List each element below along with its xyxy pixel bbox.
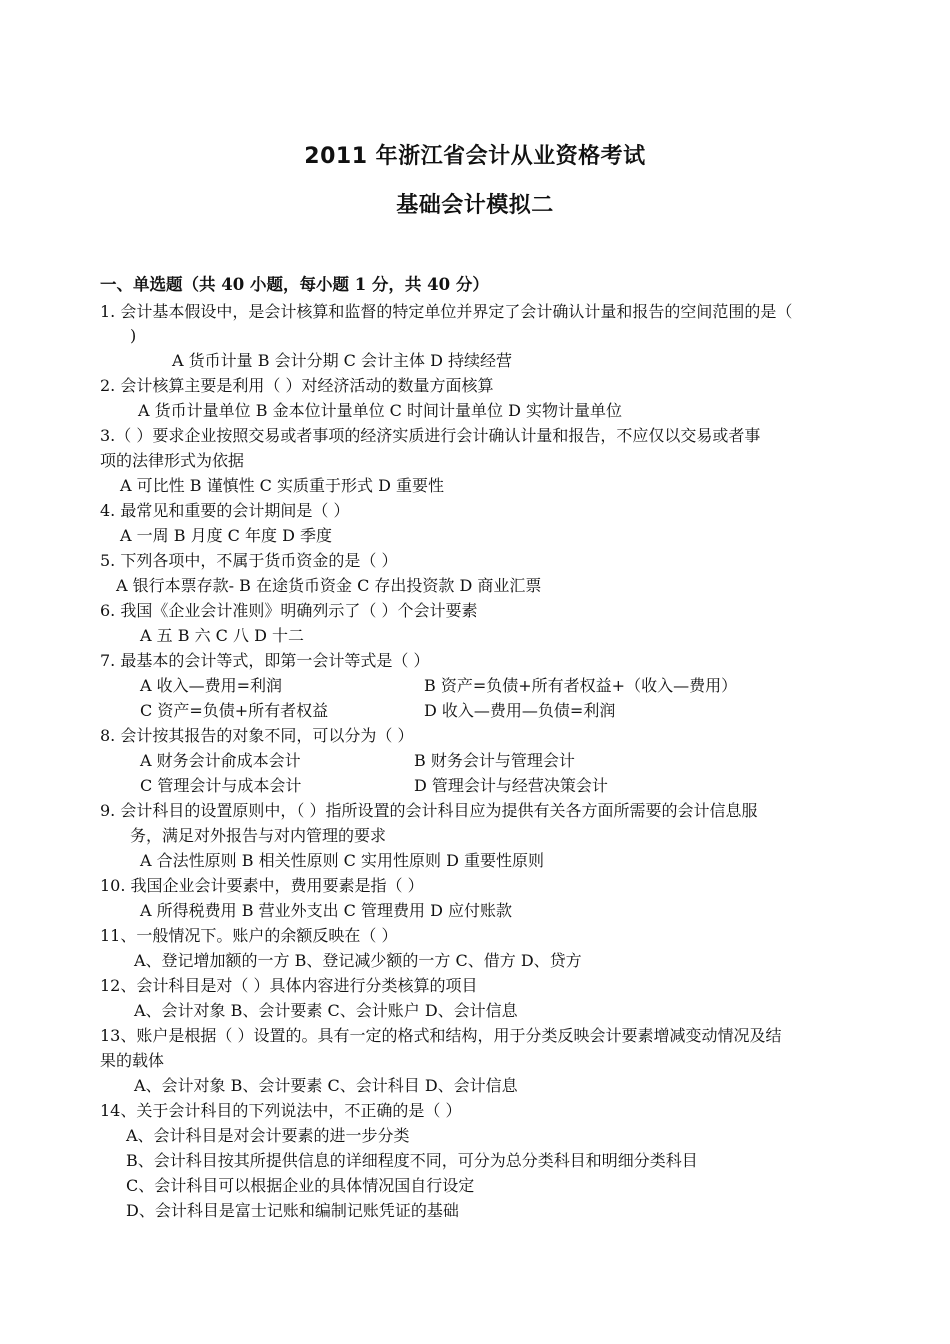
question-7-option-c: C 资产=负债+所有者权益 <box>140 701 329 720</box>
question-5: 5. 下列各项中，不属于货币资金的是（ ） <box>100 551 398 570</box>
question-8-option-c: C 管理会计与成本会计 <box>140 776 302 795</box>
question-3: 3.（ ）要求企业按照交易或者事项的经济实质进行会计确认计量和报告，不应仅以交易或者事 <box>100 426 761 445</box>
question-12-options: A、会计对象 B、会计要素 C、会计账户 D、会计信息 <box>134 1001 518 1020</box>
question-12: 12、会计科目是对（ ）具体内容进行分类核算的项目 <box>100 976 478 995</box>
question-5-options: A 银行本票存款- B 在途货币资金 C 存出投资款 D 商业汇票 <box>116 576 542 595</box>
question-14-option-d: D、会计科目是富士记账和编制记账凭证的基础 <box>126 1201 459 1220</box>
question-7-option-b: B 资产=负债+所有者权益+（收入—费用） <box>424 676 738 695</box>
question-1-continued: ) <box>130 326 137 345</box>
question-1-options: A 货币计量 B 会计分期 C 会计主体 D 持续经营 <box>172 351 512 370</box>
question-13: 13、账户是根据（ ）设置的。具有一定的格式和结构，用于分类反映会计要素增减变动情况及结 <box>100 1026 782 1045</box>
question-11-options: A、登记增加额的一方 B、登记减少额的一方 C、借方 D、贷方 <box>134 951 582 970</box>
section-heading: 一、单选题（共 40 小题，每小题 1 分，共 40 分） <box>100 275 489 294</box>
question-14-option-a: A、会计科目是对会计要素的进一步分类 <box>126 1126 410 1145</box>
question-10: 10. 我国企业会计要素中，费用要素是指（ ） <box>100 876 424 895</box>
question-9-continued: 务，满足对外报告与对内管理的要求 <box>130 826 387 845</box>
question-8-option-b: B 财务会计与管理会计 <box>414 751 575 770</box>
question-3-options: A 可比性 B 谨慎性 C 实质重于形式 D 重要性 <box>120 476 444 495</box>
question-8: 8. 会计按其报告的对象不同，可以分为（ ） <box>100 726 414 745</box>
question-2-options: A 货币计量单位 B 金本位计量单位 C 时间计量单位 D 实物计量单位 <box>138 401 622 420</box>
question-3-continued: 项的法律形式为依据 <box>100 451 245 470</box>
document-subtitle: 基础会计模拟二 <box>396 193 554 218</box>
question-1: 1. 会计基本假设中，是会计核算和监督的特定单位并界定了会计确认计量和报告的空间范围的是（ <box>100 302 793 321</box>
question-2: 2. 会计核算主要是利用（ ）对经济活动的数量方面核算 <box>100 376 494 395</box>
question-9: 9. 会计科目的设置原则中，（ ）指所设置的会计科目应为提供有关各方面所需要的会计信息服 <box>100 801 758 820</box>
question-14-option-b: B、会计科目按其所提供信息的详细程度不同，可分为总分类科目和明细分类科目 <box>126 1151 698 1170</box>
question-6-options: A 五 B 六 C 八 D 十二 <box>140 626 304 645</box>
question-8-option-d: D 管理会计与经营决策会计 <box>414 776 608 795</box>
question-10-options: A 所得税费用 B 营业外支出 C 管理费用 D 应付账款 <box>140 901 512 920</box>
question-13-continued: 果的载体 <box>100 1051 165 1070</box>
question-14: 14、关于会计科目的下列说法中，不正确的是（ ） <box>100 1101 462 1120</box>
question-7-option-d: D 收入—费用—负债=利润 <box>424 701 616 720</box>
question-7-option-a: A 收入—费用=利润 <box>140 676 283 695</box>
question-6: 6. 我国《企业会计准则》明确列示了（ ）个会计要素 <box>100 601 478 620</box>
document-title: 2011 年浙江省会计从业资格考试 <box>304 144 646 169</box>
question-11: 11、一般情况下。账户的余额反映在（ ） <box>100 926 398 945</box>
question-7: 7. 最基本的会计等式，即第一会计等式是（ ） <box>100 651 430 670</box>
question-13-options: A、会计对象 B、会计要素 C、会计科目 D、会计信息 <box>134 1076 518 1095</box>
question-14-option-c: C、会计科目可以根据企业的具体情况国自行设定 <box>126 1176 475 1195</box>
question-9-options: A 合法性原则 B 相关性原则 C 实用性原则 D 重要性原则 <box>140 851 544 870</box>
question-4: 4. 最常见和重要的会计期间是（ ） <box>100 501 350 520</box>
question-8-option-a: A 财务会计俞成本会计 <box>140 751 301 770</box>
question-4-options: A 一周 B 月度 C 年度 D 季度 <box>120 526 332 545</box>
